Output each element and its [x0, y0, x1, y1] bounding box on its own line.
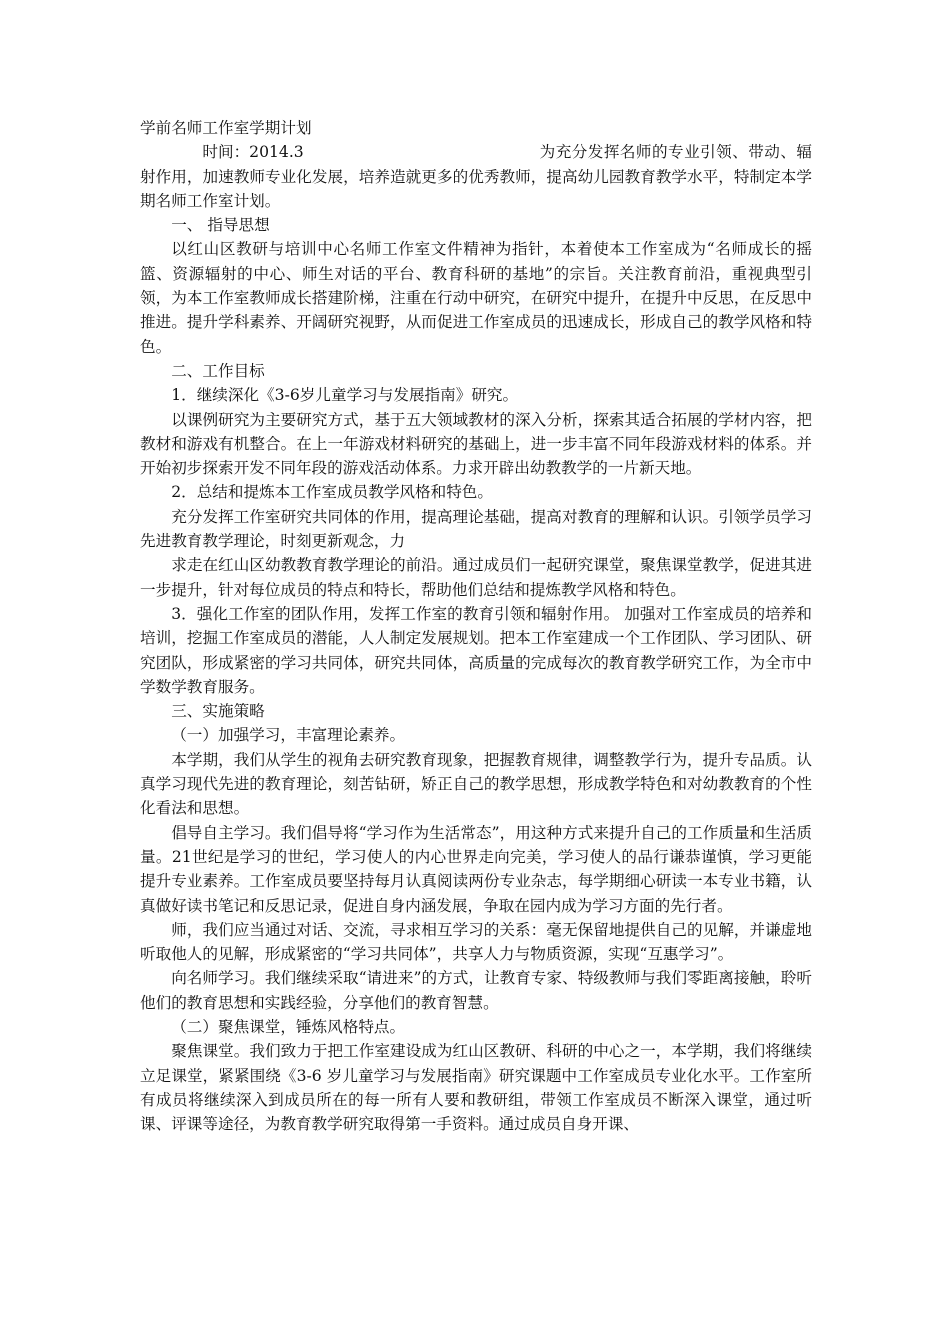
- paragraph-self-learning: 倡导自主学习。我们倡导将“学习作为生活常态”，用这种方式来提升自己的工作质量和生活质量。21世纪是学习的世纪，学习使人的内心世界走向完美，学习使人的品行谦恭谨慎，学习更能提升专业素养。工作室成员要坚持每月认真阅读两份专业杂志，每学期细心研读一本专业书籍，认真做好读书笔记和反思记录，促进自身内涵发展，争取在园内成为学习方面的先行者。: [140, 823, 812, 915]
- subheading-strengthen-learning: （一）加强学习，丰富理论素养。: [171, 726, 406, 745]
- paragraph-peer-learning: 师，我们应当通过对话、交流，寻求相互学习的关系：毫无保留地提供自己的见解，并谦虚地听取他人的见解，形成紧密的“学习共同体”，共享人力与物质资源，实现“互惠学习”。: [140, 920, 812, 964]
- intro-text: 为充分发挥名师的专业引领、带动、辐射作用，加速教师专业化发展，培养造就更多的优秀教师，提高幼儿园教育教学水平，特制定本学期名师工作室计划。: [140, 143, 812, 210]
- goal-heading-1: 1．继续深化《3-6岁儿童学习与发展指南》研究。: [171, 386, 519, 405]
- goal-paragraph-3: 3．强化工作室的团队作用，发挥工作室的教育引领和辐射作用。 加强对工作室成员的培养和培训，挖掘工作室成员的潜能，人人制定发展规划。把本工作室建成一个工作团队、学习团队、研究团队，形成紧密的学习共同体，研究共同体，高质量的完成每次的教育教学研究工作，为全市中学数学教育服务。: [140, 604, 812, 696]
- paragraph-this-semester: 本学期，我们从学生的视角去研究教育现象，把握教育规律，调整教学行为，提升专品质。认真学习现代先进的教育理论，刻苦钻研，矫正自己的教学思想，形成教学特色和对幼教教育的个性化看法和思想。: [140, 750, 812, 818]
- goal-heading-2: 2．总结和提炼本工作室成员教学风格和特色。: [171, 483, 493, 502]
- section-heading-work-goals: 二、工作目标: [171, 361, 265, 380]
- document-body: [140, 116, 812, 1136]
- section-heading-guiding-ideology: 一、 指导思想: [171, 216, 270, 235]
- goal-paragraph-2b: 求走在红山区幼教教育教学理论的前沿。通过成员们一起研究课堂，聚焦课堂教学，促进其进一步提升，针对每位成员的特点和特长，帮助他们总结和提炼教学风格和特色。: [140, 556, 812, 599]
- intro-paragraph: [140, 140, 812, 213]
- paragraph-guiding-ideology: 以红山区教研与培训中心名师工作室文件精神为指针，本着使本工作室成为“名师成长的摇篮、资源辐射的中心、师生对话的平台、教育科研的基地”的宗旨。关注教育前沿，重视典型引领，为本工作室教师成长搭建阶梯，注重在行动中研究，在研究中提升，在提升中反思，在反思中推进。提升学科素养、开阔研究视野，从而促进工作室成员的迅速成长，形成自己的教学风格和特色。: [140, 240, 812, 356]
- paragraph-focus-classroom: 聚焦课堂。我们致力于把工作室建设成为红山区教研、科研的中心之一，本学期，我们将继续立足课堂，紧紧围绕《3-6 岁儿童学习与发展指南》研究课题中工作室成员专业化水平。工作室所有成员将继续深入到成员所在的每一所有人要和教研组，带领工作室成员不断深入课堂，通过听课、评课等途径，为教育教学研究取得第一手资料。通过成员自身开课、: [140, 1042, 812, 1134]
- document-title: 学前名师工作室学期计划: [140, 119, 312, 137]
- section-heading-strategies: 三、实施策略: [171, 702, 265, 721]
- date-line: 时间：2014.3: [202, 143, 304, 162]
- subheading-focus-classroom: （二）聚焦课堂，锤炼风格特点。: [171, 1017, 406, 1036]
- goal-paragraph-2a: 充分发挥工作室研究共同体的作用，提高理论基础，提高对教育的理解和认识。引领学员学习先进教育教学理论，时刻更新观念，力: [140, 507, 812, 551]
- goal-paragraph-1: 以课例研究为主要研究方式，基于五大领域教材的深入分析，探索其适合拓展的学材内容，把教材和游戏有机整合。在上一年游戏材料研究的基础上，进一步丰富不同年段游戏材料的体系。并开始初步探索开发不同年段的游戏活动体系。力求开辟出幼教教学的一片新天地。: [140, 410, 812, 478]
- paragraph-learn-from-masters: 向名师学习。我们继续采取“请进来”的方式，让教育专家、特级教师与我们零距离接触，聆听他们的教育思想和实践经验，分享他们的教育智慧。: [140, 969, 812, 1012]
